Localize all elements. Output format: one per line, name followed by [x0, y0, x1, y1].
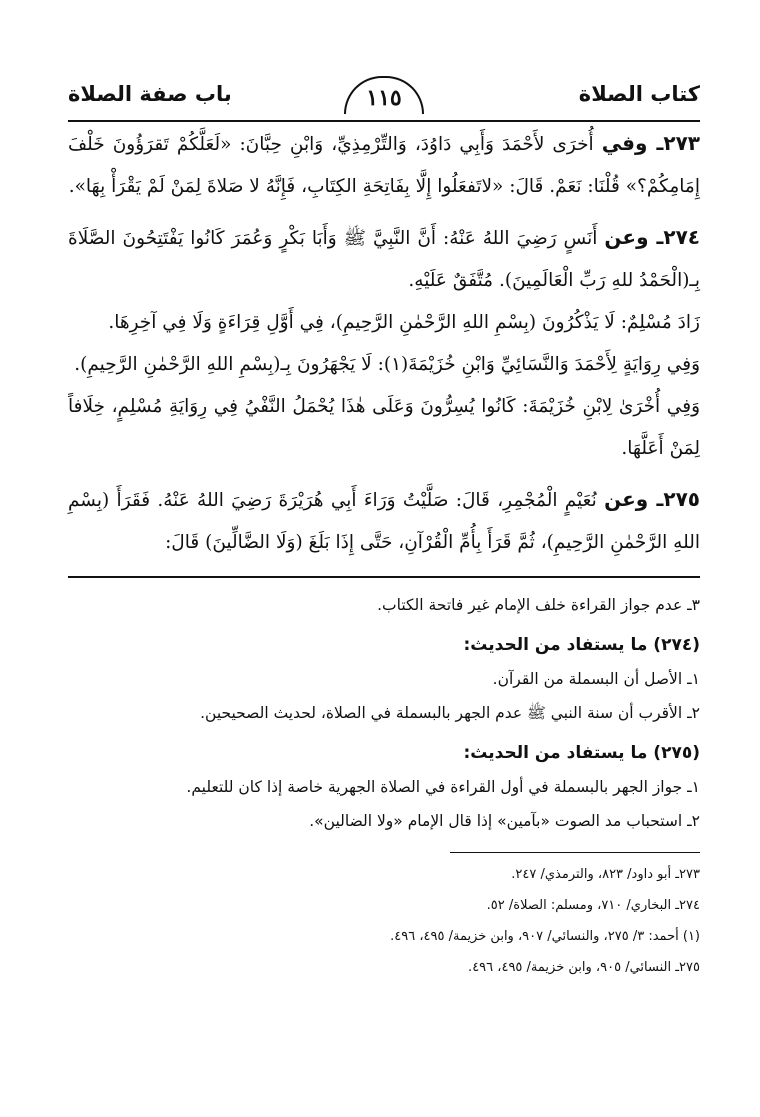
page-number: ١١٥ [344, 76, 424, 114]
note: ٣ـ عدم جواز القراءة خلف الإمام غير فاتحة الكتاب. [377, 596, 700, 614]
note: ٢ـ الأقرب أن سنة النبي ﷺ عدم الجهر بالبسملة في الصلاة، لحديث الصحيحين. [200, 704, 700, 722]
hadith-text: أَنَسٍ رَضِيَ اللهُ عَنْهُ: أَنَّ النَّبِيَّ ﷺ وَأَبَا بَكْرٍ وَعُمَرَ كَانُوا يَفْتَتِحُونَ الصَّلَاةَ بِـ(الْحَمْدُ للهِ رَبِّ الْعَالَمِينَ). مُتَّفَقٌ عَلَيْهِ. [68, 228, 700, 291]
note: ٢ـ استحباب مد الصوت «بآمين» إذا قال الإمام «ولا الضالين». [309, 812, 700, 830]
hadith-number: ٢٧٣ـ وفي [601, 131, 701, 155]
footnote: (١) أحمد: ٣/ ٢٧٥، والنسائي/ ٩٠٧، وابن خزيمة/ ٤٩٥، ٤٩٦. [390, 929, 700, 944]
separator [68, 576, 700, 578]
page-header [68, 78, 700, 122]
note: ١ـ جواز الجهر بالبسملة في أول القراءة في الصلاة الجهرية خاصة إذا كان للتعليم. [186, 778, 700, 796]
book-page [68, 78, 700, 983]
footnote: ٢٧٥ـ النسائي/ ٩٠٥، وابن خزيمة/ ٤٩٥، ٤٩٦. [468, 960, 700, 975]
footnote: ٢٧٤ـ البخاري/ ٧١٠، ومسلم: الصلاة/ ٥٢. [486, 898, 700, 913]
hadith-274 [68, 216, 700, 302]
commentary [68, 588, 700, 838]
chapter-title: كتاب الصلاة [578, 82, 700, 106]
benefits-heading-274: (٢٧٤) ما يستفاد من الحديث: [463, 635, 700, 655]
footnote: ٢٧٣ـ أبو داود/ ٨٢٣، والترمذي/ ٢٤٧. [511, 867, 700, 882]
hadith-274-riwaya: وَفِي رِوَايَةٍ لِأَحْمَدَ وَالنَّسَائِيِّ وَابْنِ خُزَيْمَةَ(١): لَا يَجْهَرُونَ بِـ(بِسْمِ اللهِ الرَّحْمٰنِ الرَّحِيمِ). [74, 354, 700, 375]
footnotes [68, 859, 700, 983]
hadith-274-ukhra: وَفِي أُخْرَىٰ لِابْنِ خُزَيْمَةَ: كَانُوا يُسِرُّونَ وَعَلَى هٰذَا يُحْمَلُ النَّفْيُ فِي رِوَايَةِ مُسْلِمٍ، خِلَافاً لِمَنْ أَعَلَّهَا. [68, 396, 700, 459]
hadith-275 [68, 478, 700, 564]
footnote-divider [450, 852, 700, 853]
note: ١ـ الأصل أن البسملة من القرآن. [492, 670, 700, 688]
main-text [68, 122, 700, 564]
hadith-text: أُخرَى لأَحْمَدَ وَأَبِي دَاوُدَ، وَالتِّرْمِذِيِّ، وَابْنِ حِبَّانَ: «لَعَلَّكُمْ تَقرَؤُونَ خَلْفَ إِمَامِكُمْ؟» قُلْنَا: نَعَمْ. قَالَ: «لاتَفعَلُوا إِلَّا بِفَاتِحَةِ الكِتَابِ، فَإِنَّهُ لا صَلاةَ لِمَنْ لَمْ يَقْرَأْ بِهَا». [68, 134, 700, 197]
hadith-number: ٢٧٥ـ وعن [604, 487, 701, 511]
section-title: باب صفة الصلاة [68, 82, 232, 106]
hadith-274-muslim: زَادَ مُسْلِمٌ: لَا يَذْكُرُونَ (بِسْمِ اللهِ الرَّحْمٰنِ الرَّحِيمِ)، فِي أَوَّلِ قِرَاءَةٍ وَلَا فِي آخِرِهَا. [108, 312, 700, 333]
hadith-273 [68, 122, 700, 208]
hadith-text: نُعَيْمٍ الْمُجْمِرِ، قَالَ: صَلَّيْتُ وَرَاءَ أَبِي هُرَيْرَةَ رَضِيَ اللهُ عَنْهُ. فَقَرَأَ (بِسْمِ اللهِ الرَّحْمٰنِ الرَّحِيمِ)، ثُمَّ قَرَأَ بِأُمِّ الْقُرْآنِ، حَتَّى إِذَا بَلَغَ (وَلَا الضَّالِّينَ) قَالَ: [68, 490, 700, 553]
benefits-heading-275: (٢٧٥) ما يستفاد من الحديث: [463, 743, 700, 763]
hadith-number: ٢٧٤ـ وعن [604, 225, 701, 249]
